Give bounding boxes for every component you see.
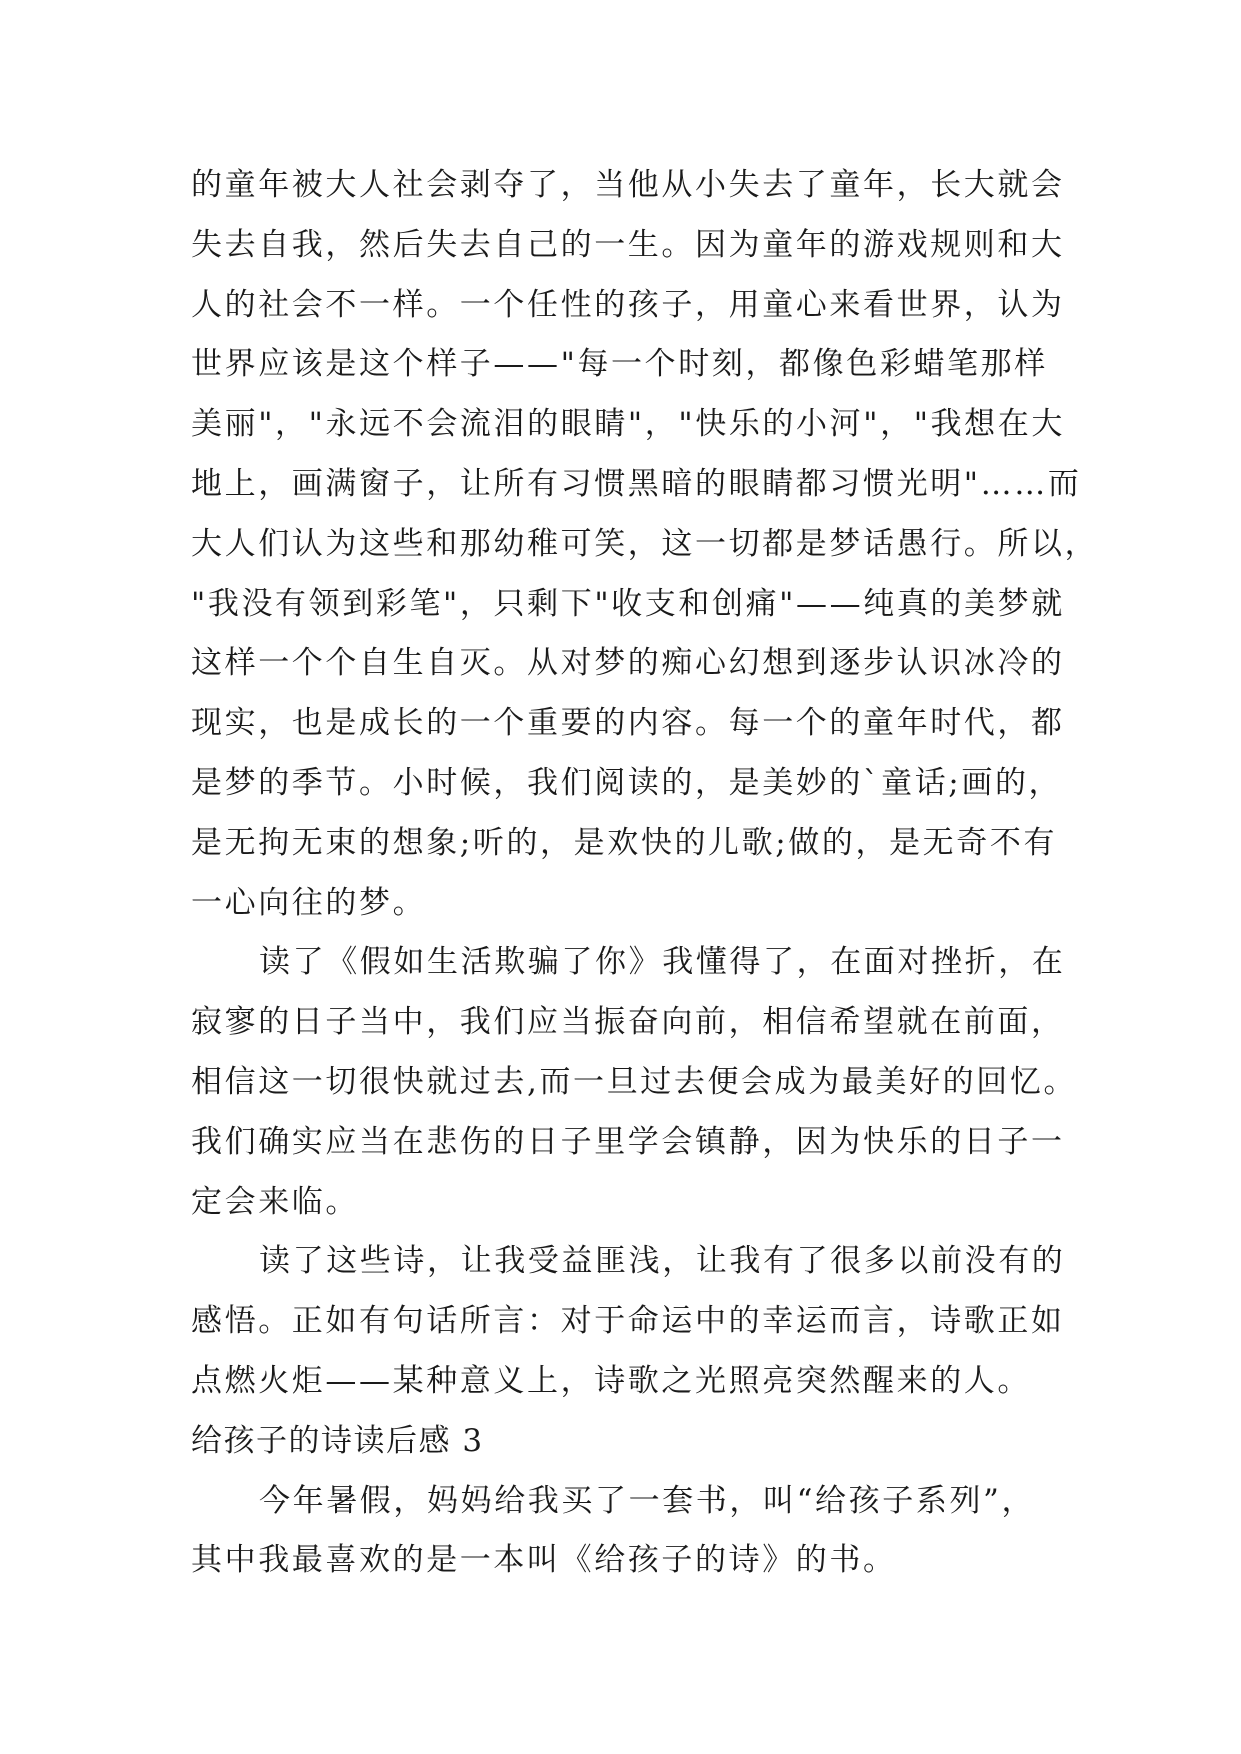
- paragraph: [191, 1232, 1066, 1411]
- text-line: 我们确实应当在悲伤的日子里学会镇静，因为快乐的日子一: [191, 1123, 1065, 1160]
- text-line: 人的社会不一样。一个任性的孩子，用童心来看世界，认为: [191, 286, 1065, 323]
- text-line: 定会来临。: [191, 1183, 359, 1220]
- text-line: 地上，画满窗子，让所有习惯黑暗的眼睛都习惯光明"……而: [191, 465, 1082, 502]
- text-line: 今年暑假，妈妈给我买了一套书，叫“给孩子系列”，: [259, 1482, 1036, 1519]
- text-line: "我没有领到彩笔"，只剩下"收支和创痛"——纯真的美梦就: [191, 585, 1065, 622]
- text-line: 失去自我，然后失去自己的一生。因为童年的游戏规则和大: [191, 226, 1065, 263]
- text-line: 相信这一切很快就过去,而一旦过去便会成为最美好的回忆。: [191, 1063, 1078, 1100]
- document-body: [191, 156, 1099, 1591]
- heading-text: 给孩子的诗读后感 3: [191, 1422, 484, 1459]
- text-line: 的童年被大人社会剥夺了，当他从小失去了童年，长大就会: [191, 167, 1065, 203]
- text-line: 美丽"，"永远不会流泪的眼睛"，"快乐的小河"，"我想在大: [191, 406, 1065, 443]
- text-line: 感悟。正如有句话所言：对于命运中的幸运而言，诗歌正如: [191, 1303, 1065, 1340]
- text-line: 其中我最喜欢的是一本叫《给孩子的诗》的书。: [191, 1542, 897, 1579]
- text-line: 读了《假如生活欺骗了你》我懂得了，在面对挫折，在: [259, 944, 1066, 981]
- text-line: 寂寥的日子当中，我们应当振奋向前，相信希望就在前面，: [191, 1004, 1065, 1041]
- paragraph: [191, 1472, 1066, 1592]
- text-line: 这样一个个自生自灭。从对梦的痴心幻想到逐步认识冰冷的: [191, 645, 1065, 682]
- text-line: 大人们认为这些和那幼稚可笑，这一切都是梦话愚行。所以，: [191, 525, 1099, 562]
- text-line: 读了这些诗，让我受益匪浅，让我有了很多以前没有的: [259, 1243, 1066, 1280]
- text-line: 点燃火炬——某种意义上，诗歌之光照亮突然醒来的人。: [191, 1362, 1031, 1399]
- paragraph: [191, 933, 1078, 1232]
- text-line: 现实，也是成长的一个重要的内容。每一个的童年时代，都: [191, 705, 1065, 742]
- section-heading: [191, 1412, 1066, 1472]
- text-line: 世界应该是这个样子——"每一个时刻，都像色彩蜡笔那样: [191, 346, 1048, 383]
- text-line: 一心向往的梦。: [191, 884, 427, 921]
- text-line: 是无拘无束的想象;听的，是欢快的儿歌;做的，是无奇不有: [191, 824, 1058, 861]
- text-line: 是梦的季节。小时候，我们阅读的，是美妙的`童话;画的，: [191, 764, 1063, 801]
- paragraph: [191, 156, 1099, 933]
